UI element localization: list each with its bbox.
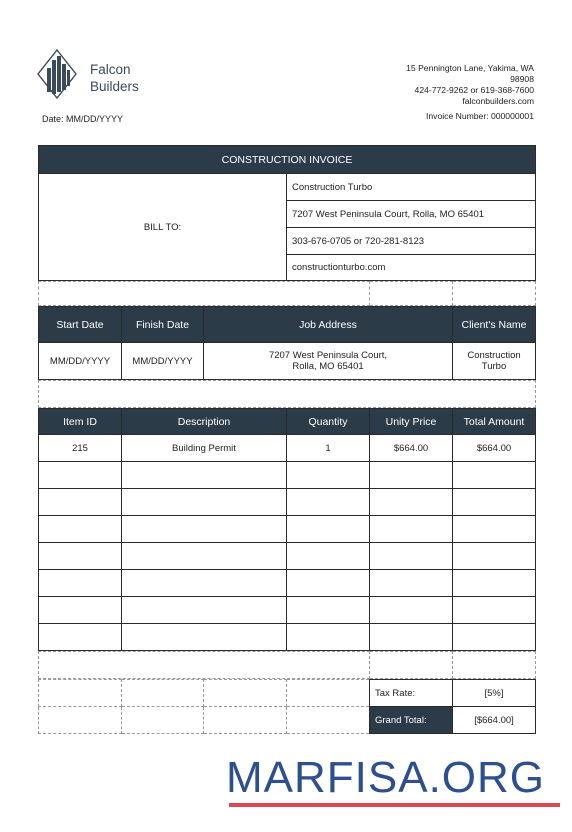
total-amount-cell [453, 462, 536, 489]
unity-price-cell [370, 543, 453, 570]
spacer-cell [453, 282, 536, 306]
table-row [39, 516, 536, 543]
job-address-line-2: Rolla, MO 65401 [292, 361, 364, 372]
header-unity-price: Unity Price [370, 409, 453, 435]
quantity-cell [287, 462, 370, 489]
quantity-cell [287, 543, 370, 570]
quantity-cell [287, 570, 370, 597]
spacer-cell [122, 680, 204, 707]
total-amount-cell [453, 543, 536, 570]
item-id-cell: 215 [39, 435, 122, 462]
description-cell [122, 624, 287, 651]
header-item-id: Item ID [39, 409, 122, 435]
table-row [39, 570, 536, 597]
spacer-cell [39, 381, 536, 408]
job-address-line-1: 7207 West Peninsula Court, [268, 350, 388, 361]
header-total-amount: Total Amount [453, 409, 536, 435]
spacer-cell [39, 707, 122, 734]
total-amount-cell [453, 489, 536, 516]
header-finish-date: Finish Date [122, 307, 204, 343]
spacer-cell [453, 652, 536, 679]
invoice-date: Date: MM/DD/YYYY [42, 114, 124, 124]
quantity-cell: 1 [287, 435, 370, 462]
job-address-value [204, 343, 453, 380]
description-cell [122, 516, 287, 543]
finish-date-value: MM/DD/YYYY [122, 343, 204, 380]
spacer-row-3 [38, 651, 536, 679]
company-website: falconbuilders.com [462, 96, 534, 106]
total-amount-cell [453, 597, 536, 624]
invoice-sheet [38, 145, 535, 734]
item-id-cell [39, 624, 122, 651]
unity-price-cell [370, 516, 453, 543]
company-phone: 424-772-9262 or 619-368-7600 [414, 85, 534, 95]
description-cell [122, 570, 287, 597]
spacer-cell [370, 282, 453, 306]
spacer-cell [39, 680, 122, 707]
quantity-cell [287, 624, 370, 651]
invoice-title: CONSTRUCTION INVOICE [39, 146, 536, 174]
watermark-text: MARFISA.ORG [226, 753, 546, 802]
table-row [39, 462, 536, 489]
company-address-line-1: 15 Pennington Lane, Yakima, WA [406, 63, 534, 73]
spacer-cell [287, 680, 370, 707]
bill-to-label: BILL TO: [39, 174, 287, 281]
falcon-builders-logo-icon [36, 48, 78, 100]
description-cell [122, 462, 287, 489]
item-id-cell [39, 570, 122, 597]
spacer-row-1 [38, 281, 536, 306]
item-id-cell [39, 543, 122, 570]
header-client-name: Client's Name [453, 307, 536, 343]
quantity-cell [287, 489, 370, 516]
table-row [39, 543, 536, 570]
description-cell: Building Permit [122, 435, 287, 462]
item-id-cell [39, 597, 122, 624]
spacer-cell [204, 707, 287, 734]
spacer-cell [204, 680, 287, 707]
table-row [39, 435, 536, 462]
item-id-cell [39, 462, 122, 489]
total-amount-cell [453, 516, 536, 543]
header-start-date: Start Date [39, 307, 122, 343]
client-name-value [453, 343, 536, 380]
watermark-underline [229, 803, 560, 807]
grand-total-label: Grand Total: [370, 707, 453, 734]
total-amount-cell [453, 570, 536, 597]
client-address-cell: 7207 West Peninsula Court, Rolla, MO 65401 [287, 201, 536, 228]
header-description: Description [122, 409, 287, 435]
spacer-cell [287, 707, 370, 734]
table-row [39, 624, 536, 651]
brand-line-1: Falcon [90, 62, 131, 77]
unity-price-cell [370, 489, 453, 516]
description-cell [122, 543, 287, 570]
item-id-cell [39, 516, 122, 543]
spacer-cell [122, 707, 204, 734]
tax-rate-label: Tax Rate: [370, 680, 453, 707]
spacer-row-2 [38, 380, 536, 408]
unity-price-cell: $664.00 [370, 435, 453, 462]
unity-price-cell [370, 624, 453, 651]
unity-price-cell [370, 570, 453, 597]
item-id-cell [39, 489, 122, 516]
unity-price-cell [370, 597, 453, 624]
total-amount-cell [453, 624, 536, 651]
table-row [39, 597, 536, 624]
items-table [38, 408, 536, 651]
client-phone-cell: 303-676-0705 or 720-281-8123 [287, 228, 536, 255]
watermark [226, 753, 560, 808]
header-job-address: Job Address [204, 307, 453, 343]
header-quantity: Quantity [287, 409, 370, 435]
unity-price-cell [370, 462, 453, 489]
bill-to-table [38, 145, 536, 281]
spacer-cell [370, 652, 453, 679]
client-name-line-2: Turbo [481, 361, 507, 372]
quantity-cell [287, 597, 370, 624]
client-website-cell: constructionturbo.com [287, 255, 536, 281]
company-info [334, 63, 534, 122]
totals-table [38, 679, 536, 734]
spacer-cell [39, 282, 370, 306]
description-cell [122, 597, 287, 624]
job-details-table [38, 306, 536, 380]
client-name-line-1: Construction [467, 350, 521, 361]
grand-total-value: [$664.00] [453, 707, 536, 734]
client-name-cell: Construction Turbo [287, 174, 536, 201]
invoice-number: Invoice Number: 000000001 [426, 111, 534, 121]
brand-line-2: Builders [90, 79, 139, 94]
tax-rate-value: [5%] [453, 680, 536, 707]
quantity-cell [287, 516, 370, 543]
start-date-value: MM/DD/YYYY [39, 343, 122, 380]
brand-name [90, 61, 139, 95]
spacer-cell [39, 652, 370, 679]
total-amount-cell: $664.00 [453, 435, 536, 462]
description-cell [122, 489, 287, 516]
company-address-line-2: 98908 [510, 74, 534, 84]
table-row [39, 489, 536, 516]
